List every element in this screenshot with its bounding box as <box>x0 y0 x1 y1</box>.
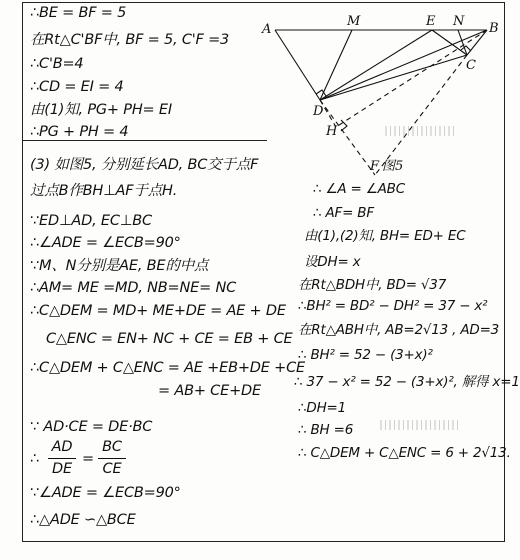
scan-noise <box>385 126 455 136</box>
solution-line: (3) 如图5, 分别延长AD, BC交于点F <box>30 157 259 173</box>
solution-line: ∴C'B=4 <box>30 56 84 72</box>
figure-caption: 图5 <box>382 159 404 174</box>
solution-line: ∵∠ADE = ∠ECB=90° <box>30 485 181 501</box>
fraction-denominator: DE <box>52 461 72 477</box>
solution-line: ∴ BH =6 <box>298 422 354 438</box>
solution-line: ∴ AF= BF <box>313 205 374 221</box>
solution-line: ∵ AD·CE = DE·BC <box>30 419 153 435</box>
point-label-B: B <box>489 21 499 36</box>
solution-line: ∴DH=1 <box>298 400 347 416</box>
point-label-H: H <box>326 124 338 139</box>
solution-line: 在Rt△C'BF中, BF = 5, C'F =3 <box>30 32 230 48</box>
point-label-C: C <box>466 58 476 73</box>
equals-sign: = <box>82 451 94 467</box>
solution-line: ∴C△DEM + C△ENC = AE +EB+DE +CE <box>30 360 305 376</box>
solution-line: = AB+ CE+DE <box>158 383 261 399</box>
solution-line: 在Rt△BDH中, BD= √37 <box>298 277 447 293</box>
solution-line: ∴∠ADE = ∠ECB=90° <box>30 235 181 251</box>
therefore-symbol: ∴ <box>30 451 40 467</box>
solution-line: ∵M、N分别是AE, BE的中点 <box>30 258 209 274</box>
solution-line: ∴△ADE ∽△BCE <box>30 512 136 528</box>
point-label-M: M <box>347 14 361 29</box>
solution-line: 由(1)知, PG+ PH= EI <box>30 102 172 118</box>
solution-line: ∴ ∠A = ∠ABC <box>313 181 405 197</box>
fraction-denominator: CE <box>102 461 122 477</box>
solution-line: ∵ED⊥AD, EC⊥BC <box>30 213 152 229</box>
solution-line: ∴BH² = BD² − DH² = 37 − x² <box>298 298 488 314</box>
scan-noise <box>380 420 460 430</box>
point-label-E: E <box>426 14 436 29</box>
solution-line: ∴CD = EI = 4 <box>30 79 124 95</box>
point-label-F: F <box>370 159 380 174</box>
solution-line: ∴BE = BF = 5 <box>30 5 127 21</box>
point-label-A: A <box>262 22 272 37</box>
solution-line: 设DH= x <box>304 254 361 270</box>
solution-line: ∴ BH² = 52 − (3+x)² <box>298 347 433 363</box>
solution-line: ∴ 37 − x² = 52 − (3+x)², 解得 x=1 <box>294 374 520 390</box>
fraction-numerator: AD <box>51 439 73 455</box>
fraction-numerator: BC <box>102 439 122 455</box>
point-label-D: D <box>313 104 324 119</box>
solution-line: ∴ C△DEM + C△ENC = 6 + 2√13. <box>298 445 511 461</box>
solution-line: ∴AM= ME =MD, NB=NE= NC <box>30 280 237 296</box>
solution-line: 由(1),(2)知, BH= ED+ EC <box>304 228 466 244</box>
solution-line: C△ENC = EN+ NC + CE = EB + CE <box>46 331 293 347</box>
solution-line: 过点B作BH⊥AF于点H. <box>30 183 178 199</box>
solution-line: ∴C△DEM = MD+ ME+DE = AE + DE <box>30 303 286 319</box>
solution-line: 在Rt△ABH中, AB=2√13 , AD=3 <box>298 322 500 338</box>
point-label-N: N <box>453 14 465 29</box>
solution-line: ∴PG + PH = 4 <box>30 124 129 140</box>
